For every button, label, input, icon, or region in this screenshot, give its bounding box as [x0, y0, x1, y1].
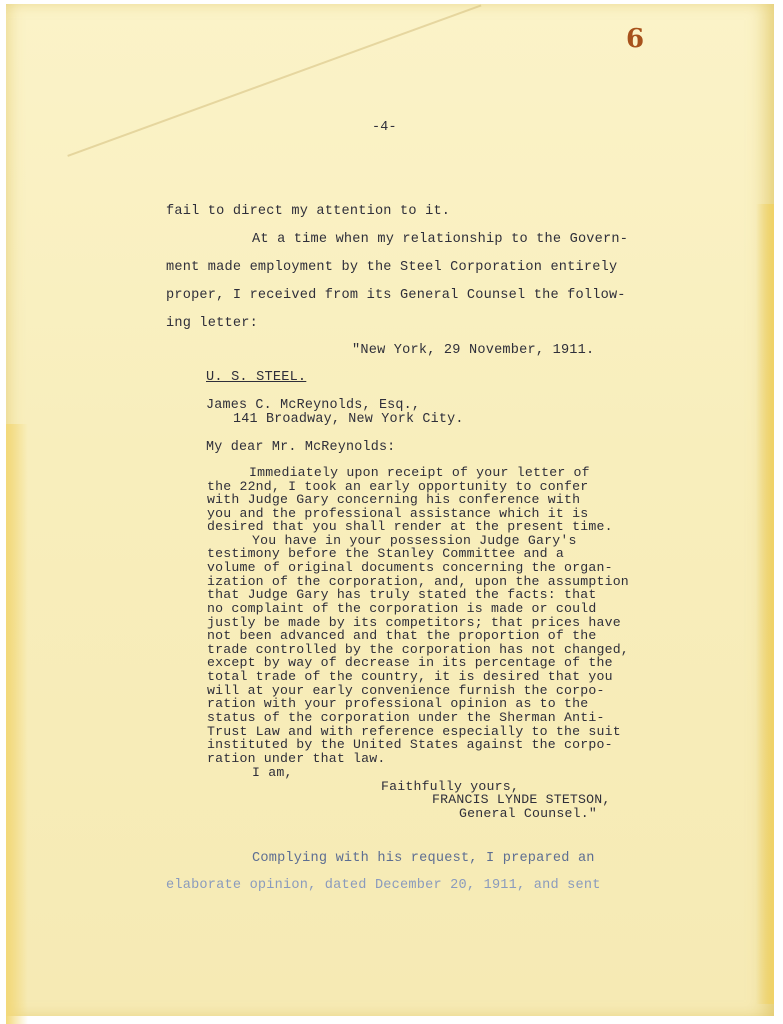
archive-stamp-number: 6	[626, 24, 645, 54]
letter-line: volume of original documents concerning the organ-	[207, 560, 613, 575]
letter-heading: U. S. STEEL.	[206, 370, 307, 385]
letter-valediction: Faithfully yours,	[381, 779, 519, 794]
body-line: fail to direct my attention to it.	[166, 204, 451, 219]
body-line: ment made employment by the Steel Corporation entirely	[166, 260, 618, 275]
letter-line: trade controlled by the corporation has not changed,	[207, 642, 629, 657]
letter-line: testimony before the Stanley Committee and a	[207, 546, 565, 561]
letter-signatory-title: General Counsel."	[459, 806, 597, 821]
body-line: elaborate opinion, dated December 20, 1911, and sent	[166, 878, 601, 893]
letter-line: justly be made by its competitors; that prices have	[207, 615, 621, 630]
letter-line: except by way of decrease in its percentage of the	[207, 655, 613, 670]
letter-line: ration with your professional opinion as to the	[207, 696, 589, 711]
letter-line: total trade of the country, it is desired that you	[207, 669, 613, 684]
addressee-line: 141 Broadway, New York City.	[233, 412, 464, 427]
letter-closing: I am,	[252, 765, 293, 780]
page-edge-stain	[756, 204, 774, 1004]
letter-line: that Judge Gary has truly stated the facts: that	[207, 587, 597, 602]
letter-line: not been advanced and that the proportion of the	[207, 628, 597, 643]
body-line: Complying with his request, I prepared an	[252, 851, 595, 866]
letter-signatory: FRANCIS LYNDE STETSON,	[432, 792, 611, 807]
letter-line: will at your early convenience furnish the corpo-	[207, 683, 605, 698]
body-line: ing letter:	[166, 316, 258, 331]
body-line: proper, I received from its General Counsel the follow-	[166, 288, 626, 303]
page-edge-stain	[6, 424, 28, 1024]
letter-line: Trust Law and with reference especially to the suit	[207, 724, 621, 739]
letter-line: ization of the corporation, and, upon the assumption	[207, 574, 629, 589]
letter-line: the 22nd, I took an early opportunity to confer	[207, 479, 589, 494]
letter-line: desired that you shall render at the present time.	[207, 519, 613, 534]
letter-line: instituted by the United States against the corpo-	[207, 737, 613, 752]
letter-line: status of the corporation under the Sherman Anti-	[207, 710, 605, 725]
letter-line: You have in your possession Judge Gary's	[252, 533, 577, 548]
addressee-line: James C. McReynolds, Esq.,	[206, 398, 421, 413]
paper-fold-crease	[67, 4, 481, 156]
letter-line: no complaint of the corporation is made or could	[207, 601, 597, 616]
letter-line: ration under that law.	[207, 751, 386, 766]
letter-line: Immediately upon receipt of your letter of	[249, 465, 590, 480]
letter-line: with Judge Gary concerning his conference with	[207, 492, 581, 507]
letter-line: you and the professional assistance which it is	[207, 506, 589, 521]
page-number: -4-	[372, 120, 397, 135]
body-line: At a time when my relationship to the Govern-	[252, 232, 629, 247]
letter-salutation: My dear Mr. McReynolds:	[206, 440, 396, 455]
letter-dateline: "New York, 29 November, 1911.	[352, 343, 595, 358]
